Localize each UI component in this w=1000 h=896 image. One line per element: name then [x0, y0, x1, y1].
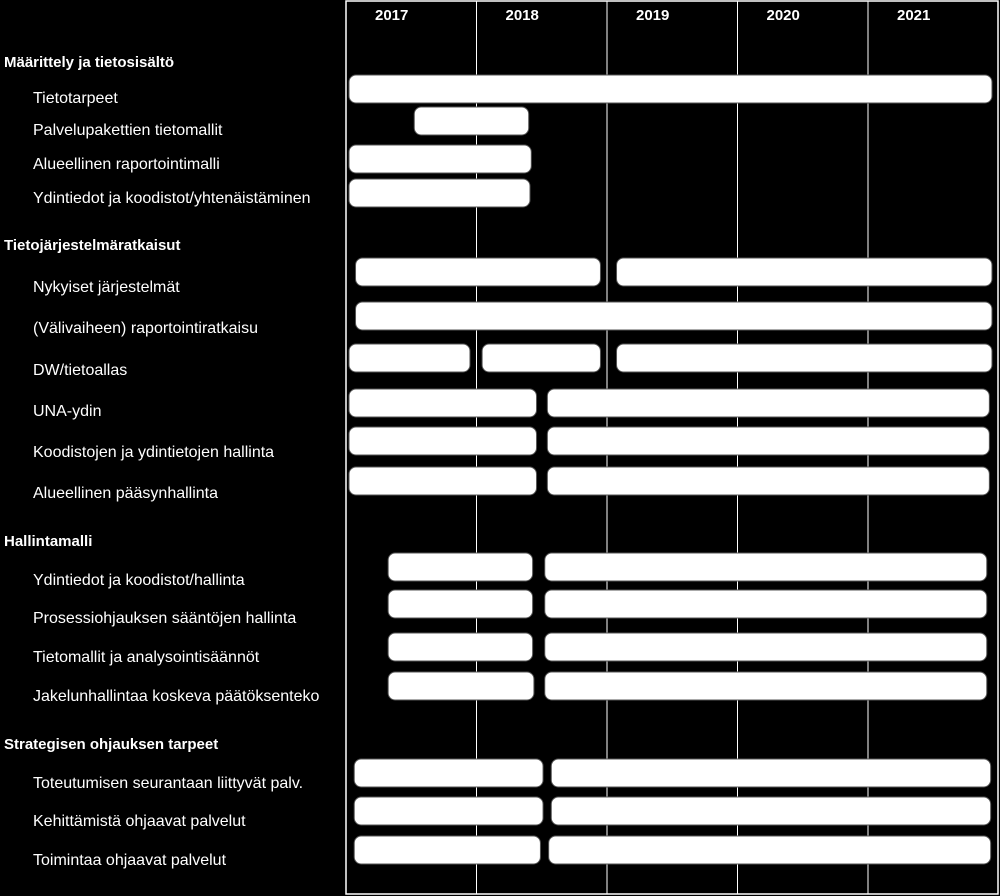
task-label: Kehittämistä ohjaavat palvelut	[33, 813, 246, 830]
timeline-bar	[354, 836, 540, 864]
timeline-bar	[388, 672, 534, 700]
timeline-bar	[349, 427, 537, 455]
timeline-bar	[349, 179, 530, 207]
task-label: (Välivaiheen) raportointiratkaisu	[33, 320, 258, 337]
group-label: Määrittely ja tietosisältö	[4, 54, 175, 71]
timeline-bar	[354, 759, 543, 787]
task-label: UNA-ydin	[33, 403, 102, 420]
timeline-bar	[349, 389, 537, 417]
task-label: Ydintiedot ja koodistot/hallinta	[33, 572, 245, 589]
task-label: Tietomallit ja analysointisäännöt	[33, 649, 260, 666]
year-label: 2018	[505, 7, 539, 24]
year-label: 2021	[896, 7, 931, 24]
timeline-bar	[414, 107, 528, 135]
task-label: Koodistojen ja ydintietojen hallinta	[33, 444, 275, 461]
timeline-bar	[551, 759, 990, 787]
task-label: Alueellinen raportointimalli	[33, 156, 220, 173]
group-label: Strategisen ohjauksen tarpeet	[4, 736, 219, 753]
task-label: Jakelunhallintaa koskeva päätöksenteko	[33, 688, 320, 705]
task-label: Ydintiedot ja koodistot/yhtenäistäminen	[33, 190, 311, 207]
timeline-bar	[547, 427, 989, 455]
group-label: Hallintamalli	[4, 533, 93, 550]
year-label: 2017	[374, 7, 409, 24]
timeline-bar	[388, 553, 532, 581]
task-label: DW/tietoallas	[33, 362, 128, 379]
year-label: 2019	[635, 7, 670, 24]
timeline-bar	[349, 145, 531, 173]
timeline-bar	[549, 836, 991, 864]
timeline-bar	[545, 590, 987, 618]
year-label: 2020	[766, 7, 800, 24]
timeline-bar	[482, 344, 600, 372]
timeline-bar	[545, 672, 987, 700]
timeline-bar	[356, 258, 601, 286]
timeline-bar	[354, 797, 543, 825]
task-label: Palvelupakettien tietomallit	[33, 122, 223, 139]
timeline-bar	[551, 797, 990, 825]
timeline-bar	[356, 302, 992, 330]
task-label: Prosessiohjauksen sääntöjen hallinta	[33, 610, 297, 627]
timeline-bar	[349, 75, 992, 103]
timeline-bar	[349, 467, 537, 495]
task-label: Tietotarpeet	[33, 90, 118, 107]
timeline-bar	[388, 633, 532, 661]
task-label: Alueellinen pääsynhallinta	[33, 485, 219, 502]
timeline-bar	[388, 590, 532, 618]
group-label: Tietojärjestelmäratkaisut	[4, 237, 181, 254]
timeline-bar	[349, 344, 470, 372]
task-label: Toimintaa ohjaavat palvelut	[33, 852, 227, 869]
timeline-bar	[547, 389, 989, 417]
timeline-bar	[617, 344, 992, 372]
timeline-bar	[545, 553, 987, 581]
timeline-bar	[545, 633, 987, 661]
timeline-bar	[547, 467, 989, 495]
task-label: Toteutumisen seurantaan liittyvät palv.	[33, 775, 304, 792]
timeline-bar	[617, 258, 992, 286]
task-label: Nykyiset järjestelmät	[33, 279, 180, 296]
